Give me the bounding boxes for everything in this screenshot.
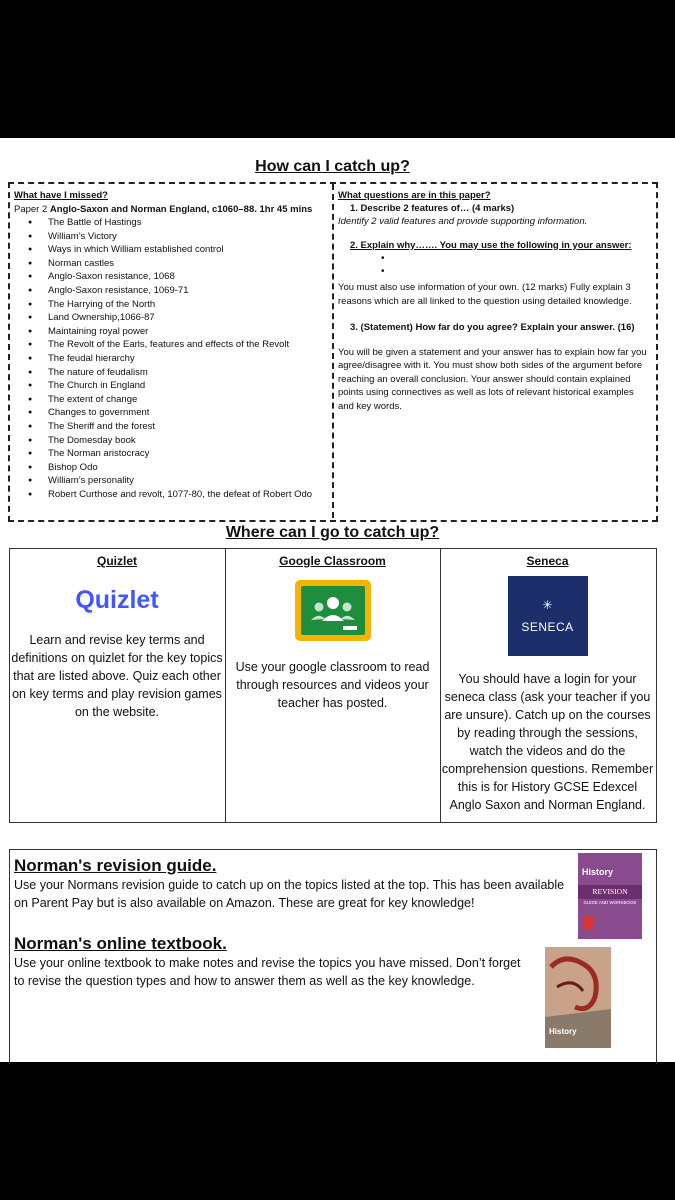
revision-guide-text: Use your Normans revision guide to catch up on the topics listed at the top. This has been available on Parent Pay but is also available on Amazon. These are great for key knowledge! [14,878,565,910]
topic-item: ● Ways in which William established control [14,243,330,257]
question-3-label: 3. (Statement) How far do you agree? Explain your answer. (16) [350,322,635,333]
questions-heading: What questions are in this paper? [338,190,491,201]
worksheet-page [0,138,675,1062]
topic-item: ● Land Ownership,1066-87 [14,311,330,325]
seneca-star-icon: ✳ [542,598,553,612]
online-textbook-heading: Norman's online textbook. [14,934,227,953]
revision-guide-cover [578,853,642,939]
topic-item: ● The extent of change [14,393,330,407]
topic-item: ● The feudal hierarchy [14,352,330,366]
topic-item: ● Changes to government [14,406,330,420]
topic-item: ● The Norman aristocracy [14,447,330,461]
topic-item: ● Bishop Odo [14,461,330,475]
topic-item: ● Anglo-Saxon resistance, 1069-71 [14,284,330,298]
classroom-heading[interactable]: Google Classroom [279,554,386,568]
revision-guide-cover-title: History [582,867,614,877]
quizlet-column [10,554,224,721]
where-title: Where can I go to catch up? [225,524,440,541]
topic-item: ● William’s Victory [14,230,330,244]
revision-guide-cover-band: REVISION [578,885,642,899]
topic-item: ● The Church in England [14,379,330,393]
topic-item: ● The Domesday book [14,434,330,448]
paper-title: Anglo-Saxon and Norman England, c1060–88. 1hr 45 mins [49,203,313,215]
topic-item: ● Robert Curthose and revolt, 1077-80, the defeat of Robert Odo [14,488,330,502]
topic-item: ● Norman castles [14,257,330,271]
topic-item: ● Maintaining royal power [14,325,330,339]
topic-item: ● The Sheriff and the forest [14,420,330,434]
revision-guide-cover-subtitle: GUIDE AND WORKBOOK [583,900,637,905]
topic-item: ● The Battle of Hastings [14,216,330,230]
seneca-text: You should have a login for your seneca class (ask your teacher if you are unsure). Catch up on the courses by reading through the sessions, watch the videos and do the comprehension questions. Remember this is for History GCSE Edexcel Anglo Saxon and Norman England. [441,672,654,812]
question-2-note: You must also use information of your own. (12 marks) Fully explain 3 reasons which are all linked to the question using detailed knowledge. [338,282,632,307]
page-title: How can I catch up? [255,158,410,175]
question-3-note: You will be given a statement and your answer has to explain how far you agree/disagree with it. You must show both sides of the argument before reaching an overall conclusion. Your answer should contain explained points using connectives as well as lots of relevant historical examples and key words. [338,346,647,412]
revision-guide-badge [584,915,594,929]
revision-guide-section [14,856,574,912]
topic-list [14,216,330,501]
question-2-bullet-1: • [381,253,385,264]
classroom-text: Use your google classroom to read through resources and videos your teacher has posted. [235,660,430,710]
missed-heading: What have I missed? [14,190,108,201]
revision-guide-heading: Norman's revision guide. [14,856,217,875]
questions-section [338,189,652,413]
seneca-logo-text: SENECA [521,620,574,634]
topic-item: ● The Revolt of the Earls, features and effects of the Revolt [14,338,330,352]
textbook-cover-title: History [549,1027,577,1036]
online-textbook-text: Use your online textbook to make notes and revise the topics you have missed. Don’t forget to revise the question types and how to answer them as well as the key knowledge. [14,956,521,988]
online-textbook-section [14,934,534,990]
question-1-label: 1. Describe 2 features of… (4 marks) [350,202,515,214]
question-2-bullet-2: • [381,266,385,277]
question-2-label: 2. Explain why……. You may use the following in your answer: [350,239,632,251]
quizlet-logo: Quizlet [75,586,159,614]
classroom-column [226,554,439,712]
seneca-column [441,554,654,814]
online-textbook-cover [545,947,611,1048]
top-section-divider [332,184,334,518]
seneca-logo [508,576,588,656]
google-classroom-icon [294,579,372,642]
question-1-note: Identify 2 valid features and provide supporting information. [338,216,588,227]
topic-item: ● William’s personality [14,474,330,488]
paper-prefix: Paper 2 [14,203,50,215]
topic-item: ● The nature of feudalism [14,366,330,380]
quizlet-heading[interactable]: Quizlet [96,554,137,568]
paper-line [14,203,330,217]
seneca-heading[interactable]: Seneca [526,554,569,568]
topic-item: ● The Harrying of the North [14,298,330,312]
missed-section [14,189,330,501]
quizlet-text: Learn and revise key terms and definitions on quizlet for the key topics that are listed above. Quiz each other on key terms and play revision games on the website. [11,633,223,719]
topic-item: ● Anglo-Saxon resistance, 1068 [14,270,330,284]
